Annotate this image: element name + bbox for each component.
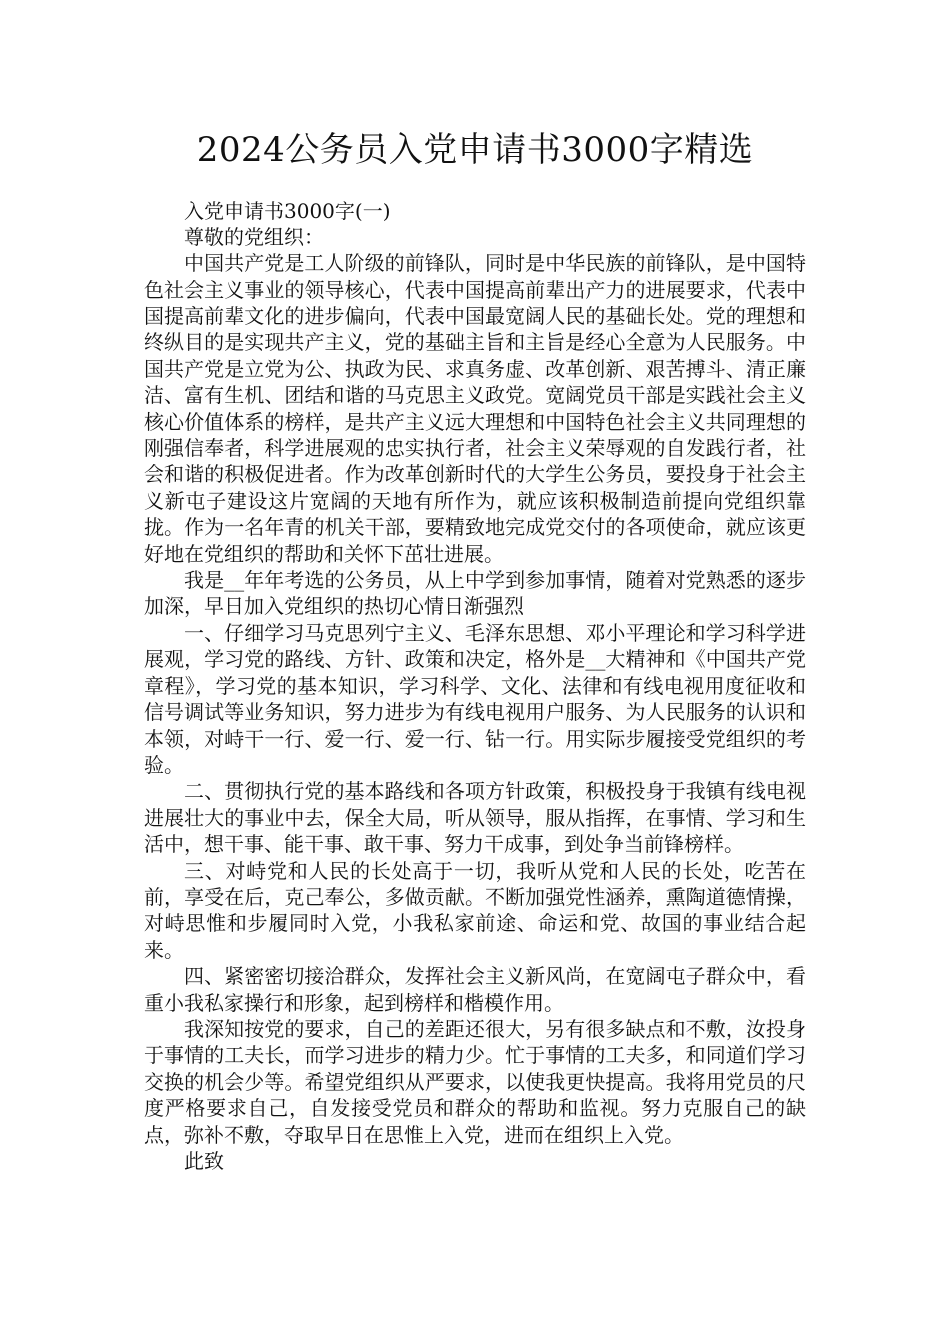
- paragraph-background: 我是__年年考选的公务员，从上中学到参加事情，随着对党熟悉的逐步加深，早日加入党组织的热切心情日渐强烈: [144, 568, 806, 619]
- salutation: 尊敬的党组织：: [184, 225, 324, 250]
- closing-salute: 此致: [184, 1149, 224, 1173]
- document-subtitle: 入党申请书3000字(一): [184, 199, 391, 224]
- paragraph-point-1: 一、仔细学习马克思列宁主义、毛泽东思想、邓小平理论和学习科学进展观，学习党的路线、方针、政策和决定，格外是__大精神和《中国共产党章程》，学习党的基本知识，学习科学、文化、法律和有线电视用度征收和信号调试等业务知识，努力进步为有线电视用户服务、为人民服务的认识和本领，对峙干一行、爱一行、爱一行、钻一行。用实际步履接受党组织的考验。: [144, 620, 806, 777]
- document-title: 2024公务员入党申请书3000字精选: [196, 130, 754, 170]
- paragraph-self-assessment: 我深知按党的要求，自己的差距还很大，另有很多缺点和不敷，汝投身于事情的工夫长，而学习进步的精力少。忙于事情的工夫多，和同道们学习交换的机会少等。希望党组织从严要求，以使我更快提高。我将用党员的尺度严格要求自己，自发接受党员和群众的帮助和监视。努力克服自己的缺点，弥补不敷，夺取早日在思惟上入党，进而在组织上入党。: [144, 1016, 806, 1147]
- paragraph-point-2: 二、贯彻执行党的基本路线和各项方针政策，积极投身于我镇有线电视进展壮大的事业中去，保全大局，听从领导，服从指挥，在事情、学习和生活中，想干事、能干事、敢干事、努力干成事，到处争当前锋榜样。: [144, 779, 806, 857]
- document-page: [144, 128, 806, 1174]
- paragraph-point-3: 三、对峙党和人民的长处高于一切，我听从党和人民的长处，吃苦在前，享受在后，克己奉公，多做贡献。不断加强党性涵养，熏陶道德情操，对峙思惟和步履同时入党，小我私家前途、命运和党、故国的事业结合起来。: [144, 858, 806, 962]
- paragraph-point-4: 四、紧密密切接洽群众，发挥社会主义新风尚，在宽阔屯子群众中，看重小我私家操行和形象，起到榜样和楷模作用。: [144, 964, 806, 1015]
- paragraph-intro: 中国共产党是工人阶级的前锋队，同时是中华民族的前锋队，是中国特色社会主义事业的领导核心，代表中国提高前辈出产力的进展要求，代表中国提高前辈文化的进步偏向，代表中国最宽阔人民的基础长处。党的理想和终纵目的是实现共产主义，党的基础主旨和主旨是经心全意为人民服务。中国共产党是立党为公、执政为民、求真务虚、改革创新、艰苦搏斗、清正廉洁、富有生机、团结和谐的马克思主义政党。宽阔党员干部是实践社会主义核心价值体系的榜样，是共产主义远大理想和中国特色社会主义共同理想的刚强信奉者，科学进展观的忠实执行者，社会主义荣辱观的自发践行者，社会和谐的积极促进者。作为改革创新时代的大学生公务员，要投身于社会主义新屯子建设这片宽阔的天地有所作为，就应该积极制造前提向党组织靠拢。作为一名年青的机关干部，要精致地完成党交付的各项使命，就应该更好地在党组织的帮助和关怀下茁壮进展。: [144, 251, 806, 566]
